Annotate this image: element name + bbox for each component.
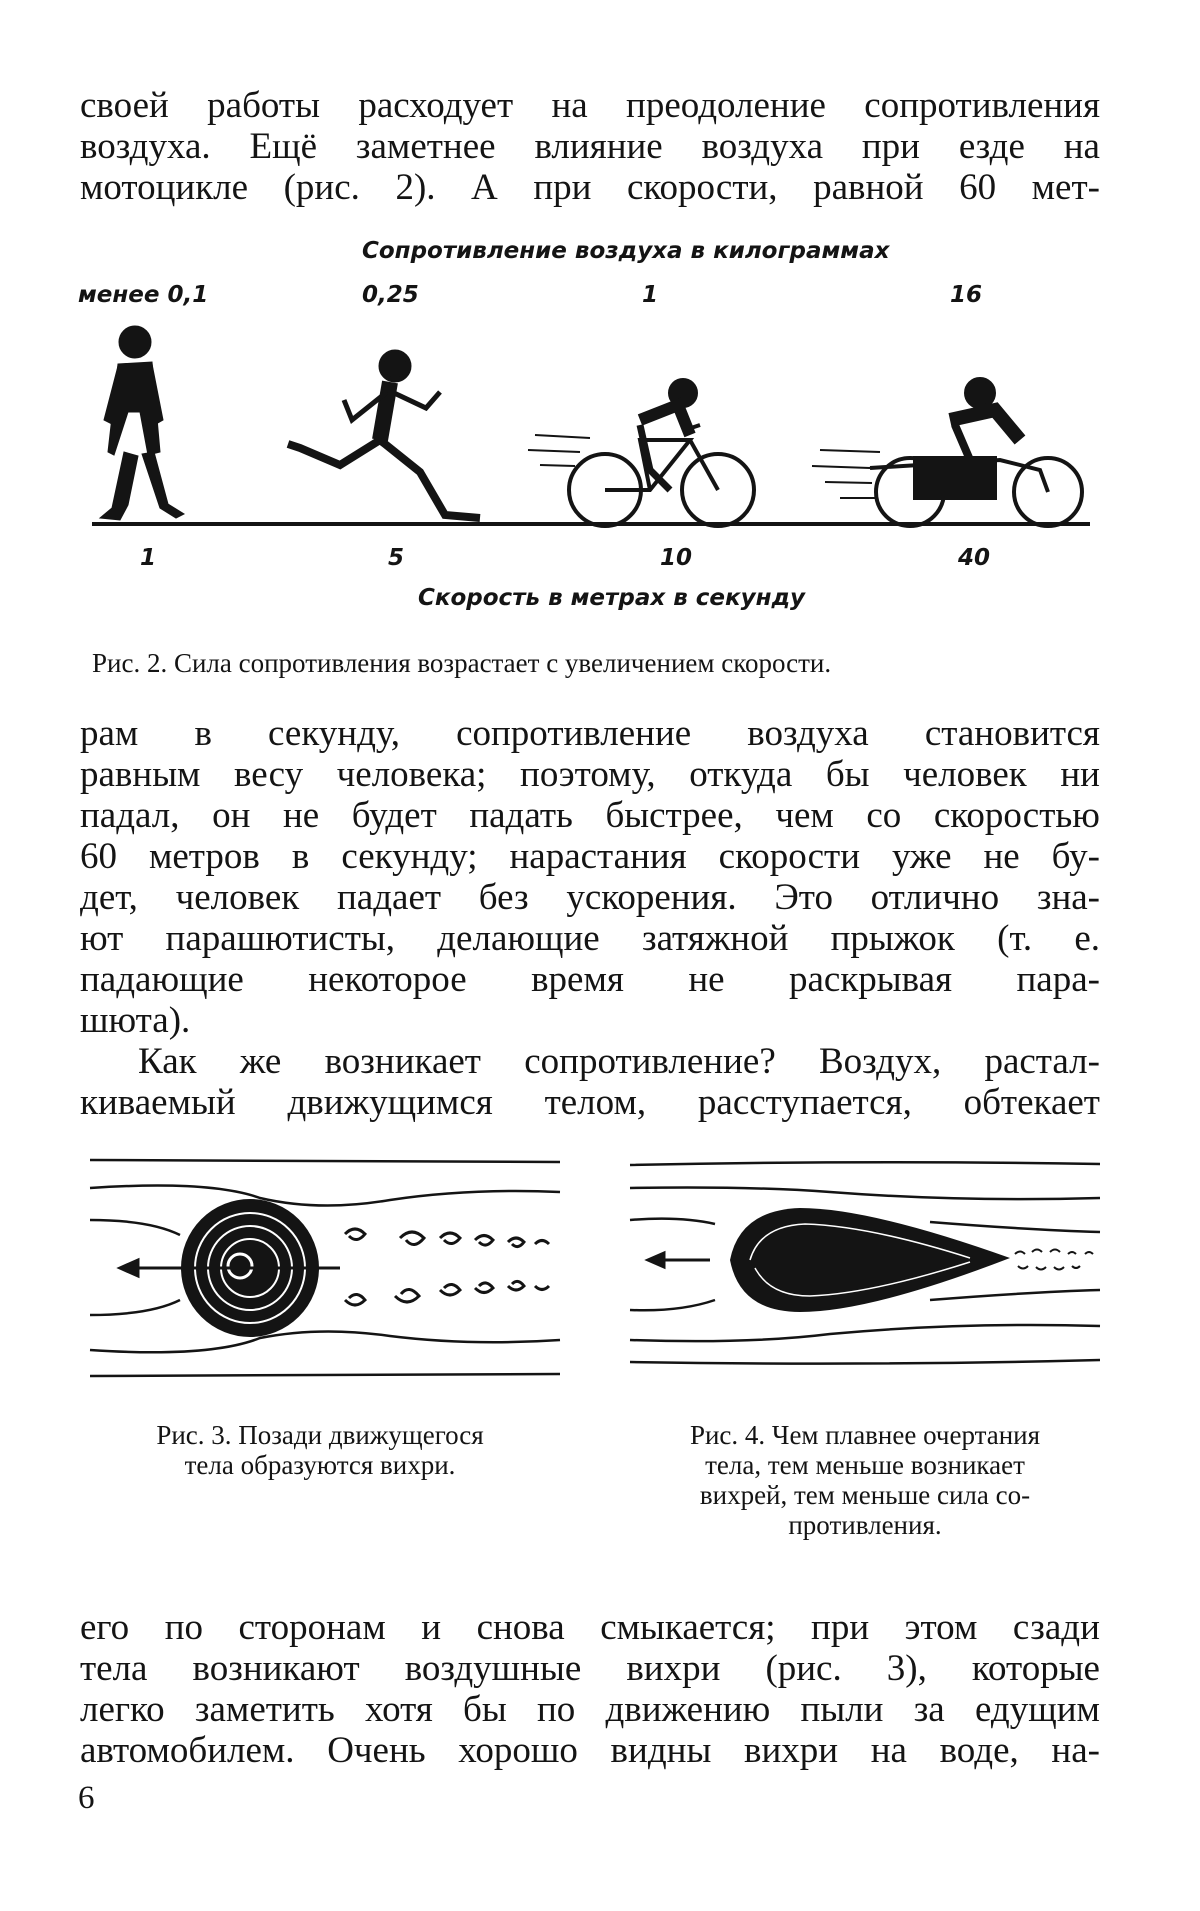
cyclist-figure xyxy=(528,380,754,526)
word: езде xyxy=(958,126,1025,167)
word: и xyxy=(421,1607,442,1648)
vortices xyxy=(345,1229,549,1305)
word: парашютисты, xyxy=(165,918,396,959)
figure-4-caption xyxy=(615,1420,1115,1540)
text-line xyxy=(80,755,1100,795)
small-vortices xyxy=(1015,1250,1093,1270)
word: (рис. xyxy=(765,1648,842,1689)
figure-3-caption-line: Рис. 3. Позади движущегося xyxy=(156,1420,484,1450)
word: падает xyxy=(336,877,442,918)
figure-4-caption-line: Рис. 4. Чем плавнее очертания xyxy=(689,1420,1041,1450)
word: скорости, xyxy=(626,167,778,208)
text-line xyxy=(80,1001,1100,1041)
figure-4-caption-line: вихрей, тем меньше сила со- xyxy=(699,1480,1031,1510)
word: пара- xyxy=(1016,959,1100,1000)
word: автомобилем. xyxy=(80,1730,295,1771)
word: при xyxy=(533,167,592,208)
word: при xyxy=(861,126,920,167)
text-line xyxy=(80,1042,1100,1082)
word: влияние xyxy=(534,126,663,167)
word: которые xyxy=(971,1648,1100,1689)
word: скорости xyxy=(718,836,861,877)
word: 60 xyxy=(80,836,117,877)
figure-4-caption-line: противления. xyxy=(788,1510,942,1540)
word: 60 xyxy=(959,167,997,208)
word: видны xyxy=(610,1730,712,1771)
word: вихри xyxy=(743,1730,839,1771)
word: он xyxy=(212,795,251,836)
word: своей xyxy=(80,85,169,126)
word: человека; xyxy=(336,754,487,795)
word: Как xyxy=(138,1041,197,1082)
word: на xyxy=(870,1730,907,1771)
word: падающие xyxy=(80,959,244,1000)
word: человек xyxy=(175,877,300,918)
runner-figure xyxy=(288,352,480,518)
word: воде, xyxy=(939,1730,1019,1771)
text-line xyxy=(80,960,1100,1000)
figure-3-caption xyxy=(70,1420,570,1480)
word: сзади xyxy=(1012,1607,1100,1648)
motorcyclist-figure xyxy=(812,379,1082,526)
page-number: 6 xyxy=(78,1780,95,1816)
word: 3), xyxy=(886,1648,927,1689)
text-line xyxy=(80,1649,1100,1689)
walker-figure xyxy=(100,326,184,520)
resistance-runner: 0,25 xyxy=(362,282,419,308)
word: становится xyxy=(924,713,1100,754)
word: метров xyxy=(148,836,260,877)
word: не xyxy=(688,959,725,1000)
word: равным xyxy=(80,754,201,795)
figure-3-caption-line: тела образуются вихри. xyxy=(184,1450,456,1480)
word: делающие xyxy=(437,918,600,959)
word: снова xyxy=(476,1607,565,1648)
word: Ещё xyxy=(249,126,318,167)
word: секунду; xyxy=(341,836,478,877)
text-line xyxy=(80,919,1100,959)
text-line xyxy=(80,837,1100,877)
word: на- xyxy=(1051,1730,1100,1771)
word: в xyxy=(291,836,310,877)
word: тела xyxy=(80,1648,148,1689)
word: без xyxy=(478,877,529,918)
word: Очень xyxy=(327,1730,426,1771)
word: сторонам xyxy=(238,1607,386,1648)
word: уже xyxy=(891,836,952,877)
word: откуда xyxy=(689,754,793,795)
word: дет, xyxy=(80,877,138,918)
text-line xyxy=(80,1083,1100,1123)
word: воздуха. xyxy=(80,126,211,167)
speed-motorcyclist: 40 xyxy=(958,545,991,571)
word: падать xyxy=(469,795,573,836)
word: (рис. xyxy=(283,167,360,208)
resistance-motorcyclist: 16 xyxy=(950,282,983,308)
word: хотя xyxy=(365,1689,433,1730)
word: воздуха xyxy=(701,126,824,167)
word: Воздух, xyxy=(819,1041,942,1082)
word: затяжной xyxy=(641,918,789,959)
text-line xyxy=(80,878,1100,918)
word: едущим xyxy=(974,1689,1100,1730)
word: шюта). xyxy=(80,1000,191,1041)
word: киваемый xyxy=(80,1082,236,1123)
word: мет- xyxy=(1031,167,1100,208)
word: растал- xyxy=(984,1041,1100,1082)
word: А xyxy=(471,167,498,208)
resistance-cyclist: 1 xyxy=(642,282,659,308)
word: не xyxy=(983,836,1020,877)
word: пыли xyxy=(800,1689,884,1730)
word: ни xyxy=(1060,754,1100,795)
word: возникает xyxy=(324,1041,481,1082)
direction-arrow-4 xyxy=(648,1253,710,1267)
text-line xyxy=(80,1690,1100,1730)
text-line xyxy=(80,796,1100,836)
word: ускорения. xyxy=(566,877,737,918)
word: мотоцикле xyxy=(80,167,249,208)
word: прыжок xyxy=(830,918,955,959)
word: этом xyxy=(904,1607,978,1648)
word: смыкается; xyxy=(600,1607,776,1648)
word: бу- xyxy=(1051,836,1100,877)
resistance-walker: менее 0,1 xyxy=(78,282,209,308)
word: воздуха xyxy=(747,713,869,754)
word: легко xyxy=(80,1689,165,1730)
word: по xyxy=(536,1689,576,1730)
word: поэтому, xyxy=(520,754,656,795)
word: движению xyxy=(605,1689,771,1730)
word: движущимся xyxy=(287,1082,493,1123)
word: за xyxy=(913,1689,945,1730)
word: преодоление xyxy=(626,85,826,126)
speed-cyclist: 10 xyxy=(660,545,693,571)
word: бы xyxy=(825,754,870,795)
word: вихри xyxy=(626,1648,721,1689)
word: человек xyxy=(903,754,1027,795)
word: падал, xyxy=(80,795,180,836)
word: раскрывая xyxy=(788,959,953,1000)
speed-walker: 1 xyxy=(140,545,157,571)
word: 2). xyxy=(395,167,436,208)
word: возникают xyxy=(192,1648,360,1689)
word: равной xyxy=(813,167,924,208)
figure-4-illustration xyxy=(630,1150,1110,1370)
resistance-axis-title: Сопротивление воздуха в килограммах xyxy=(362,238,890,264)
word: обтекает xyxy=(963,1082,1100,1123)
text-line xyxy=(80,1608,1100,1648)
word: скоростью xyxy=(933,795,1100,836)
speed-axis-title: Скорость в метрах в секунду xyxy=(418,585,806,611)
word: будет xyxy=(351,795,437,836)
word: заметить xyxy=(194,1689,335,1730)
word: расступается, xyxy=(697,1082,912,1123)
word: секунду, xyxy=(268,713,400,754)
word: сопротивления xyxy=(864,85,1100,126)
word: быстрее, xyxy=(605,795,743,836)
word: не xyxy=(282,795,320,836)
word: его xyxy=(80,1607,130,1648)
word: рам xyxy=(80,713,139,754)
word: же xyxy=(239,1041,282,1082)
word: расходует xyxy=(358,85,514,126)
word: при xyxy=(811,1607,870,1648)
word: весу xyxy=(234,754,304,795)
word: нарастания xyxy=(509,836,687,877)
word: некоторое xyxy=(308,959,467,1000)
word: е. xyxy=(1074,918,1100,959)
speed-runner: 5 xyxy=(388,545,405,571)
figure-4-caption-line: тела, тем меньше возникает xyxy=(705,1450,1025,1480)
word: заметнее xyxy=(355,126,496,167)
figure-2-caption: Рис. 2. Сила сопротивления возрастает с увеличением скорости. xyxy=(92,648,832,678)
word: (т. xyxy=(997,918,1033,959)
word: ют xyxy=(80,918,124,959)
word: на xyxy=(1063,126,1100,167)
word: со xyxy=(866,795,902,836)
figure-3-illustration xyxy=(90,1140,570,1380)
word: хорошо xyxy=(458,1730,578,1771)
word: сопротивление xyxy=(456,713,692,754)
word: зна- xyxy=(1036,877,1100,918)
figure-2-illustration xyxy=(0,0,1200,620)
text-line xyxy=(80,714,1100,754)
word: телом, xyxy=(544,1082,647,1123)
word: по xyxy=(164,1607,203,1648)
word: отлично xyxy=(870,877,1000,918)
word: время xyxy=(531,959,624,1000)
word: в xyxy=(194,713,212,754)
word: на xyxy=(551,85,588,126)
word: воздушные xyxy=(404,1648,582,1689)
text-line xyxy=(80,1731,1100,1771)
word: сопротивление? xyxy=(524,1041,776,1082)
word: чем xyxy=(775,795,834,836)
word: Это xyxy=(774,877,833,918)
word: бы xyxy=(463,1689,507,1730)
word: работы xyxy=(207,85,320,126)
